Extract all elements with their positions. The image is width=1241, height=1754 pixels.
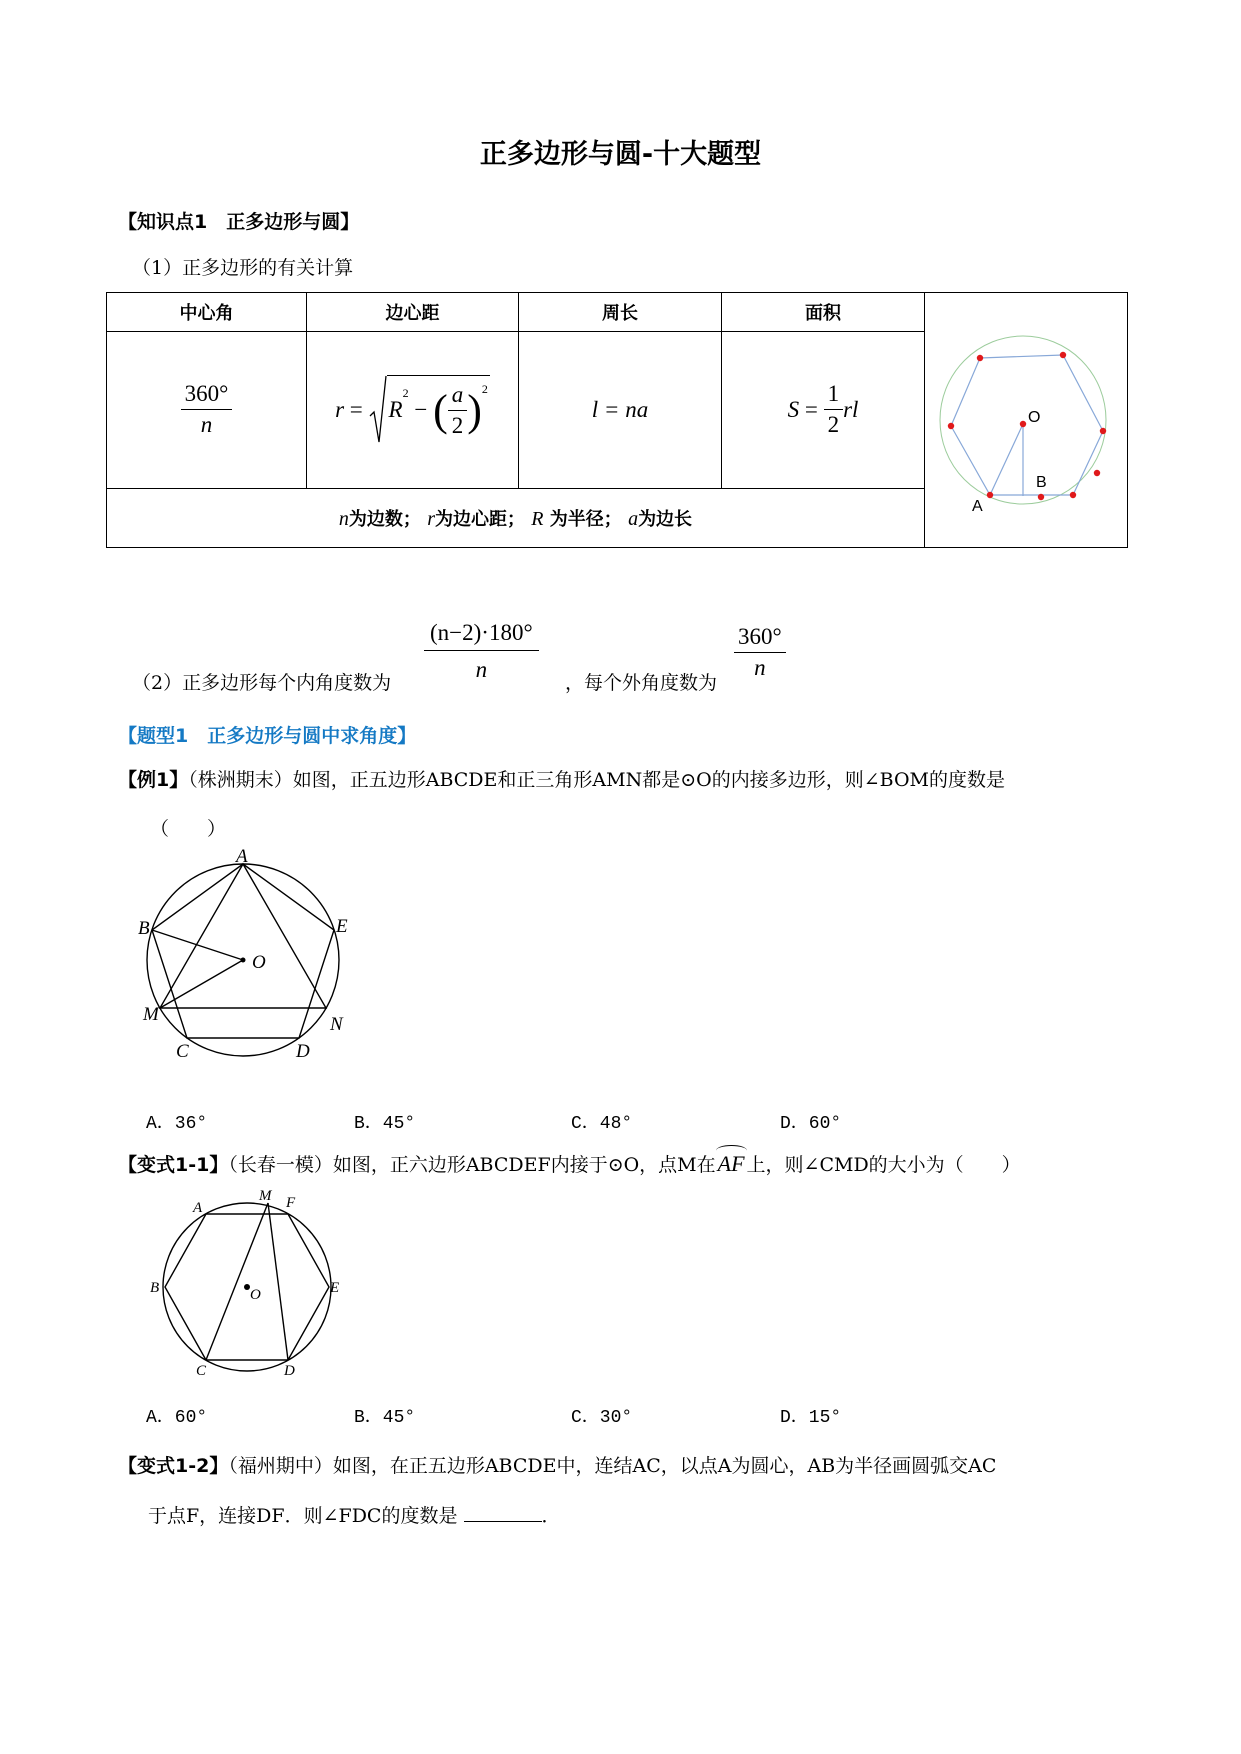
ex1-label-b: B	[138, 918, 150, 939]
apothem-formula: r = R $^2$ − ( $\frac{a}{2}$ ) $^2$	[335, 374, 490, 446]
central-angle-formula: $\frac{360^\circ}{n}$	[181, 381, 233, 438]
subsection-2-mid: ，每个外角度数为	[565, 672, 718, 694]
hexagon-figure-2	[148, 1188, 358, 1382]
fig-label-o: O	[1028, 409, 1041, 426]
pentagon-triangle-figure	[138, 846, 380, 1070]
variant-1-2-line2: 于点F，连接DF．则∠FDC的度数是 ．	[148, 1505, 561, 1527]
subsection-1: （1）正多边形的有关计算	[132, 257, 354, 279]
var11-option-d[interactable]: D．15°	[780, 1408, 842, 1428]
ex2-label-b: B	[150, 1280, 160, 1296]
var11-option-c[interactable]: C．30°	[571, 1408, 633, 1428]
cell-central-angle	[107, 332, 307, 488]
ex1-label-o: O	[252, 952, 266, 973]
example-1: 【例1】（株洲期末）如图，正五边形ABCDE和正三角形AMN都是⊙O的内接多边形，则∠BOM的度数是	[118, 769, 1005, 791]
ex1-label-m: M	[143, 1004, 159, 1025]
var11-option-a[interactable]: A．60°	[146, 1408, 208, 1428]
cell-apothem	[307, 332, 519, 488]
ex2-label-f: F	[286, 1195, 296, 1211]
ex2-label-e: E	[330, 1280, 340, 1296]
ex2-label-c: C	[196, 1363, 207, 1379]
ex1-label-a: A	[236, 846, 248, 867]
ex1-option-d[interactable]: D．60°	[780, 1114, 842, 1134]
fig-label-b: B	[1036, 474, 1047, 491]
page-title: 正多边形与圆-十大题型	[479, 139, 762, 170]
cell-area	[722, 332, 925, 488]
hexagon-figure	[925, 293, 1127, 543]
area-formula: S = $\frac{1}{2}$ rl	[787, 381, 859, 438]
ex2-label-m: M	[259, 1188, 272, 1204]
figure-cell	[925, 293, 1128, 548]
ex2-label-d: D	[284, 1363, 295, 1379]
ex1-option-a[interactable]: A．36°	[146, 1114, 208, 1134]
legend-cell	[107, 488, 925, 547]
header-central-angle: 中心角	[107, 293, 307, 332]
fig-label-a: A	[972, 498, 983, 515]
ex1-option-c[interactable]: C．48°	[571, 1114, 633, 1134]
variant-1-2-line1: 【变式1-2】（福州期中）如图，在正五边形ABCDE中，连结AC，以点A为圆心，AB为半径画圆弧交AC	[118, 1455, 997, 1477]
header-perimeter: 周长	[519, 293, 722, 332]
interior-angle-formula: $\frac{(n-2)\cdot 180^\circ}{n}$	[424, 620, 539, 683]
example-1-paren: （ ）	[150, 818, 227, 840]
answer-blank[interactable]	[464, 1505, 542, 1522]
ex1-option-b[interactable]: B．45°	[354, 1114, 416, 1134]
ex1-label-n: N	[330, 1014, 343, 1035]
ex2-label-a: A	[193, 1200, 203, 1216]
variant-1-1: 【变式1-1】（长春一模）如图，正六边形ABCDEF内接于⊙O，点M在 AF 上，则∠CMD的大小为（ ）	[118, 1150, 1128, 1177]
formula-table	[106, 292, 1128, 548]
header-area: 面积	[722, 293, 925, 332]
cell-perimeter	[519, 332, 722, 488]
ex1-label-d: D	[296, 1041, 310, 1062]
header-apothem: 边心距	[307, 293, 519, 332]
type1-heading: 【题型1 正多边形与圆中求角度】	[118, 725, 417, 747]
exterior-angle-formula: $\frac{360^\circ}{n}$	[734, 624, 786, 681]
ex1-label-e: E	[336, 916, 348, 937]
perimeter-formula: l = na	[591, 396, 649, 422]
knowledge-point-heading: 【知识点1 正多边形与圆】	[118, 211, 360, 233]
subsection-2-prefix: （2）正多边形每个内角度数为	[132, 672, 392, 694]
ex2-label-o: O	[250, 1287, 261, 1303]
legend-text: n为边数； r为边心距； R 为半径； a为边长	[338, 507, 693, 530]
var11-option-b[interactable]: B．45°	[354, 1408, 416, 1428]
ex1-label-c: C	[176, 1041, 189, 1062]
